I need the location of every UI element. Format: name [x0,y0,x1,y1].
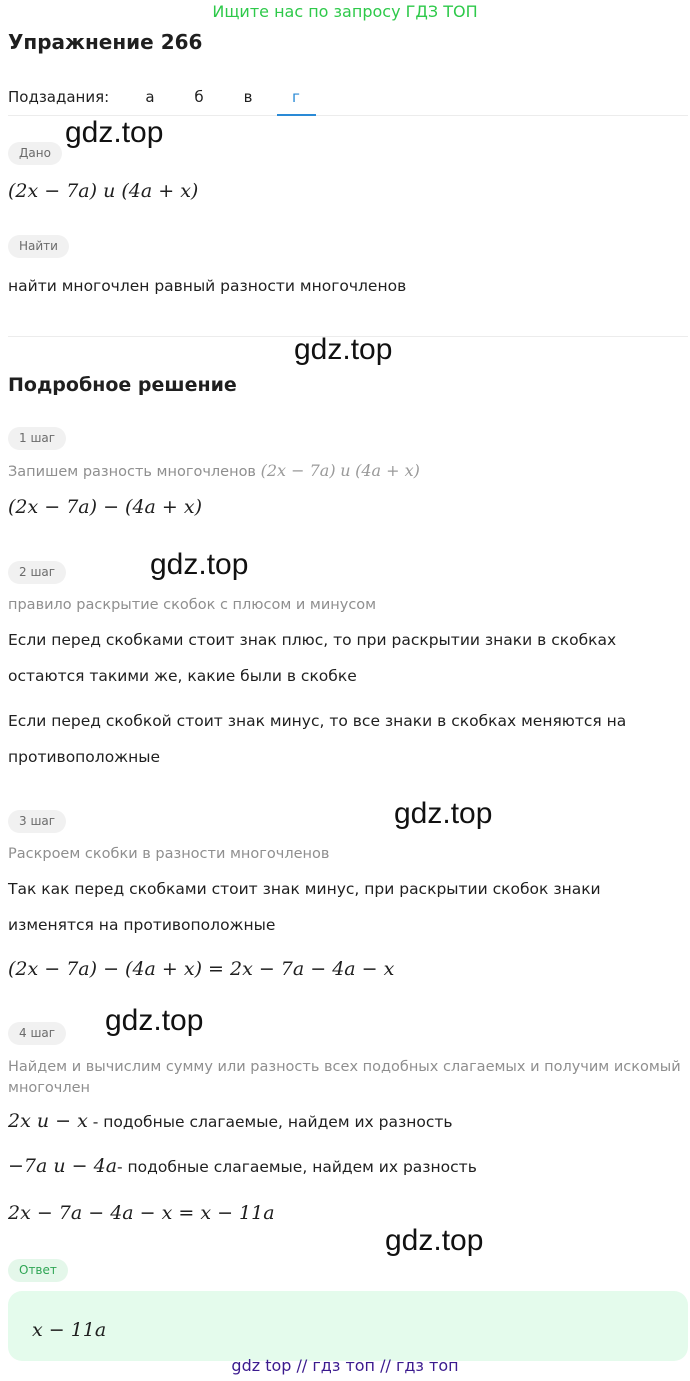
footer-links: gdz top // гдз топ // гдз топ [231,1356,459,1375]
find-badge: Найти [8,235,69,258]
step2-paragraph1-line2: остаются такими же, какие были в скобке [8,667,357,685]
step2-badge: 2 шаг [8,561,66,584]
step2-paragraph1-line1: Если перед скобками стоит знак плюс, то при раскрытии знаки в скобках [8,631,617,649]
given-expression: (2x − 7a) и (4a + x) [8,180,199,202]
step3-paragraph-line1: Так как перед скобками стоит знак минус, при раскрытии скобок знаки [8,880,601,898]
step1-badge: 1 шаг [8,427,66,450]
watermark: gdz.top [394,797,493,830]
subtasks-bar [8,86,688,116]
tab-a[interactable]: а [145,88,155,106]
answer-value: x − 11a [32,1319,107,1341]
solution-heading: Подробное решение [8,374,237,396]
watermark: gdz.top [385,1224,484,1257]
given-badge: Дано [8,142,62,165]
answer-badge: Ответ [8,1259,68,1282]
subtasks-label: Подзадания: [8,88,110,106]
active-tab-indicator [277,114,316,116]
step3-formula: (2x − 7a) − (4a + x) = 2x − 7a − 4a − x [8,958,395,980]
tab-b[interactable]: б [194,88,204,106]
watermark: gdz.top [65,116,164,149]
step4-badge: 4 шаг [8,1022,66,1045]
step3-paragraph-line2: изменятся на противоположные [8,916,276,934]
watermark: gdz.top [294,333,393,366]
step2-caption: правило раскрытие скобок с плюсом и минусом [8,597,377,613]
step3-badge: 3 шаг [8,810,66,833]
answer-box [8,1291,688,1361]
find-text: найти многочлен равный разности многочленов [8,277,407,295]
step4-line1: 2x и − x - подобные слагаемые, найдем их разность [8,1110,453,1132]
step2-paragraph2-line1: Если перед скобкой стоит знак минус, то все знаки в скобках меняются на [8,712,627,730]
step4-caption: Найдем и вычислим сумму или разность всех подобных слагаемых и получим искомый многочлен [8,1059,681,1096]
step4-formula: 2x − 7a − 4a − x = x − 11a [8,1202,275,1224]
step1-caption: Запишем разность многочленов (2x − 7a) и (4a + x) [8,461,420,480]
step4-line2: −7a и − 4a- подобные слагаемые, найдем их разность [8,1155,477,1177]
search-banner: Ищите нас по запросу ГДЗ ТОП [212,2,478,21]
step3-caption: Раскроем скобки в разности многочленов [8,846,330,862]
tab-g[interactable]: г [292,88,300,106]
tab-v[interactable]: в [243,88,253,106]
page-title: Упражнение 266 [8,30,203,54]
step1-formula: (2x − 7a) − (4a + x) [8,496,202,518]
watermark: gdz.top [105,1004,204,1037]
watermark: gdz.top [150,548,249,581]
step2-paragraph2-line2: противоположные [8,748,161,766]
